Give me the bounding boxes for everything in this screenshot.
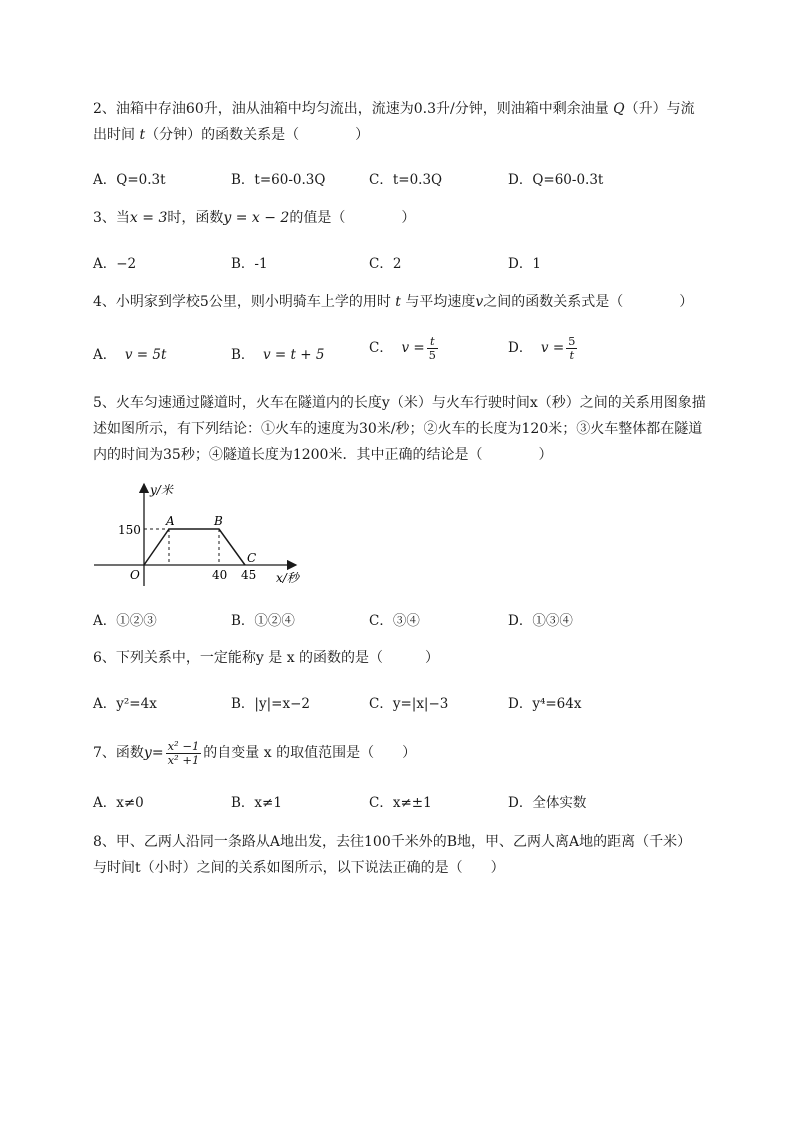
question-4: 4、小明家到学校5公里，则小明骑车上学的用时 t 与平均速度v之间的函数关系式是（ ） <box>93 294 694 310</box>
question-7-options <box>93 791 733 813</box>
question-5-line-3: 内的时间为35秒；④隧道长度为1200米．其中正确的结论是（ ） <box>93 447 553 463</box>
option-d[interactable]: D．Q=60-0.3t <box>508 172 604 188</box>
option-c[interactable]: C．x≠±1 <box>369 795 432 811</box>
question-7: 7、函数y= $\frac{\text{x² −1}}{\text{x² +1}}$ 的自变量 x 的取值范围是（ ） <box>93 738 417 767</box>
question-8 <box>93 829 743 881</box>
question-3: 3、当x = 3时，函数y = x − 2的值是（ ） <box>93 210 416 226</box>
option-b[interactable]: B．t=60-0.3Q <box>231 172 326 188</box>
question-5-line-1: 5、火车匀速通过隧道时，火车在隧道内的长度y（米）与火车行驶时间x（秒）之间的关系用图象描 <box>93 395 706 411</box>
question-6-options <box>93 692 733 714</box>
option-c[interactable]: C． v = $\frac{t}{5}$ <box>369 334 436 362</box>
question-2-line-1: 2、油箱中存油60升，油从油箱中均匀流出，流速为0.3升/分钟，则油箱中剩余油量 Q（升）与流 <box>93 101 695 117</box>
question-2-line-2: 出时间 t（分钟）的函数关系是（ ） <box>93 127 370 143</box>
fraction: $\frac{5}{t}$ <box>568 334 576 362</box>
option-d[interactable]: D．y⁴=64x <box>508 696 582 712</box>
question-6: 6、下列关系中，一定能称y 是 x 的函数的是（ ） <box>93 650 440 666</box>
question-5-options <box>93 609 733 631</box>
option-c[interactable]: C．y=|x|−3 <box>369 696 449 712</box>
option-b[interactable]: B．|y|=x−2 <box>231 696 310 712</box>
option-a[interactable]: A．−2 <box>93 256 137 272</box>
option-d[interactable]: D．①③④ <box>508 613 573 629</box>
x-axis-label: x/秒 <box>276 571 299 585</box>
option-d[interactable]: D． v = $\frac{5}{t}$ <box>508 334 576 362</box>
option-c[interactable]: C．t=0.3Q <box>369 172 443 188</box>
question-8-line-1: 8、甲、乙两人沿同一条路从A地出发，去往100千米外的B地，甲、乙两人离A地的距离（千米） <box>93 834 692 850</box>
question-2-options <box>93 168 733 190</box>
y-axis-label: y/米 <box>150 483 173 497</box>
point-a-label: A <box>166 514 175 528</box>
option-a[interactable]: A．①②③ <box>93 613 157 629</box>
train-tunnel-graph <box>90 478 320 590</box>
option-b[interactable]: B．①②④ <box>231 613 295 629</box>
option-b[interactable]: B．x≠1 <box>231 795 282 811</box>
option-a[interactable]: A． v = 5t <box>93 347 167 363</box>
option-b[interactable]: B．-1 <box>231 256 268 272</box>
question-5 <box>93 390 743 468</box>
point-c-label: C <box>247 551 257 565</box>
fraction: $\frac{\text{x² −1}}{\text{x² +1}}$ <box>167 738 200 767</box>
question-4-options <box>93 335 733 371</box>
y-tick-150: 150 <box>118 523 141 537</box>
option-d[interactable]: D．1 <box>508 256 541 272</box>
option-a[interactable]: A．Q=0.3t <box>93 172 166 188</box>
option-c[interactable]: C．③④ <box>369 613 420 629</box>
fraction: $\frac{t}{5}$ <box>428 334 436 362</box>
question-3-options <box>93 252 733 274</box>
point-b-label: B <box>214 514 223 528</box>
option-d[interactable]: D．全体实数 <box>508 795 587 811</box>
question-5-line-2: 述如图所示，有下列结论：①火车的速度为30米/秒；②火车的长度为120米；③火车整体都在隧道 <box>93 421 703 437</box>
option-a[interactable]: A．y²=4x <box>93 696 157 712</box>
question-8-line-2: 与时间t（小时）之间的关系如图所示，以下说法正确的是（ ） <box>93 860 505 876</box>
question-2 <box>93 96 743 148</box>
graph-line <box>144 529 245 565</box>
option-b[interactable]: B． v = t + 5 <box>231 347 325 363</box>
origin-label: O <box>130 568 140 582</box>
x-tick-40: 40 <box>212 568 228 582</box>
option-c[interactable]: C．2 <box>369 256 402 272</box>
x-tick-45: 45 <box>241 568 257 582</box>
option-a[interactable]: A．x≠0 <box>93 795 144 811</box>
